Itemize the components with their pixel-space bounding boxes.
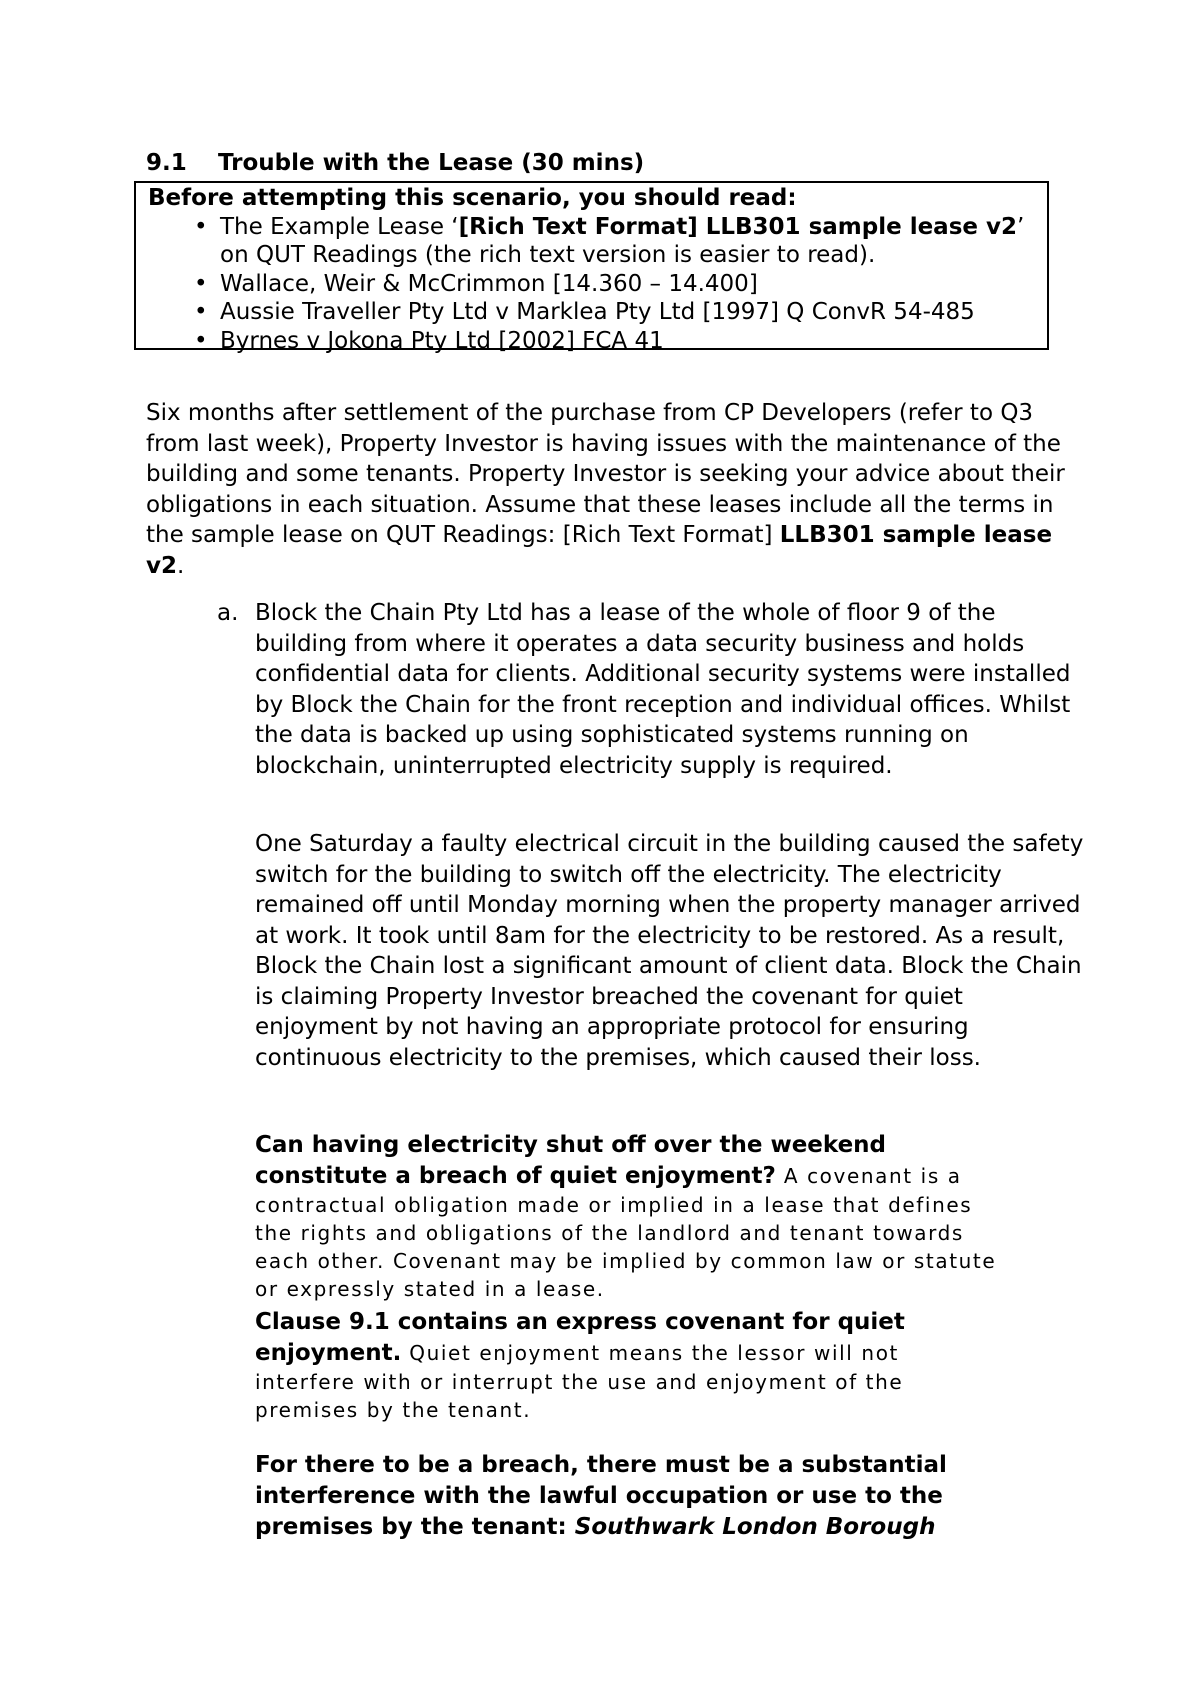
question-answer-block xyxy=(255,1130,1085,1303)
required-reading-box xyxy=(134,181,1049,354)
clause-text: premises by the tenant. xyxy=(255,1398,532,1422)
reading-item-case-aussie-traveller: • Aussie Traveller Pty Ltd v Marklea Pty Ltd [1997] Q ConvR 54-485 xyxy=(194,299,975,325)
bullet-icon: • xyxy=(194,270,208,297)
bullet-icon: • xyxy=(194,327,208,354)
section-number: 9.1 xyxy=(146,150,187,176)
reading-list xyxy=(148,213,1047,356)
answer-text: A covenant is a xyxy=(775,1163,962,1188)
clause-text: Quiet enjoyment means the lessor will not xyxy=(401,1340,899,1365)
item-label: a. xyxy=(217,600,239,626)
question-line: Can having electricity shut off over the weekend xyxy=(255,1132,887,1158)
clause-heading-line: Clause 9.1 contains an express covenant for quiet xyxy=(255,1309,905,1335)
breach-line: For there to be a breach, there must be a substantial xyxy=(255,1452,947,1478)
answer-text: each other. Covenant may be implied by common law or statute xyxy=(255,1249,997,1273)
answer-text: contractual obligation made or implied in a lease that defines xyxy=(255,1193,973,1217)
answer-text: the rights and obligations of the landlord and tenant towards xyxy=(255,1221,964,1245)
reading-item-textbook: • Wallace, Weir & McCrimmon [14.360 – 14.400] xyxy=(194,270,758,297)
question-line: constitute a breach of quiet enjoyment? xyxy=(255,1162,776,1189)
answer-text: or expressly stated in a lease. xyxy=(255,1277,605,1301)
clause-block xyxy=(255,1307,1085,1424)
section-heading xyxy=(146,148,644,178)
section-title: Trouble with the Lease (30 mins) xyxy=(218,150,645,176)
case-citation: Southwark London Borough xyxy=(574,1514,936,1540)
clause-heading-line: enjoyment. xyxy=(255,1339,402,1366)
sample-lease-link-text: [Rich Text Format] LLB301 sample lease v2 xyxy=(458,213,1017,240)
reading-item-case-byrnes: • Byrnes v Jokona Pty Ltd [2002] FCA 41 xyxy=(194,327,664,354)
clause-text: interfere with or interrupt the use and enjoyment of the xyxy=(255,1370,904,1394)
breach-line: interference with the lawful occupation or use to the xyxy=(255,1483,943,1509)
sample-lease-reference: LLB301 sample lease v2 xyxy=(146,522,1053,579)
scenario-facts-paragraph: One Saturday a faulty electrical circuit in the building caused the safety switch for the building to switch off the electricity. The electricity remained off until Monday morning when the property manager arrived at work. It took until 8am for the electricity to be restored. As a result, Block the Chain lost a significant amount of client data. Block the Chain is claiming Property Investor breached the covenant for quiet enjoyment by not having an appropriate protocol for ensuring continuous electricity to the premises, which caused their loss. xyxy=(255,831,1084,1071)
item-a-text: Block the Chain Pty Ltd has a lease of the whole of floor 9 of the building from where it operates a data security business and holds confidential data for clients. Additional security systems were installed by Block the Chain for the front reception and individual offices. Whilst the data is backed up using sophisticated systems running on blockchain, uninterrupted electricity supply is required. xyxy=(255,600,1071,779)
reading-intro: Before attempting this scenario, you should read: xyxy=(148,185,797,211)
breach-block xyxy=(255,1450,1085,1543)
scenario-intro-paragraph: Six months after settlement of the purchase from CP Developers (refer to Q3 from last week), Property Investor is having issues with the maintenance of the building and some tenants. Property Investor is seeking your advice about their obligations in each situation. Assume that these leases include all the terms in the sample lease on QUT Readings: [Rich Text Format] LLB301 sample lease v2. xyxy=(146,400,1065,579)
bullet-icon: • xyxy=(194,299,208,325)
breach-line: premises by the tenant: xyxy=(255,1514,575,1540)
reading-item-sample-lease: • The Example Lease ‘[Rich Text Format] LLB301 sample lease v2’ on QUT Readings (the rich text version is easier to read). xyxy=(194,213,1025,268)
bullet-icon: • xyxy=(194,213,208,240)
